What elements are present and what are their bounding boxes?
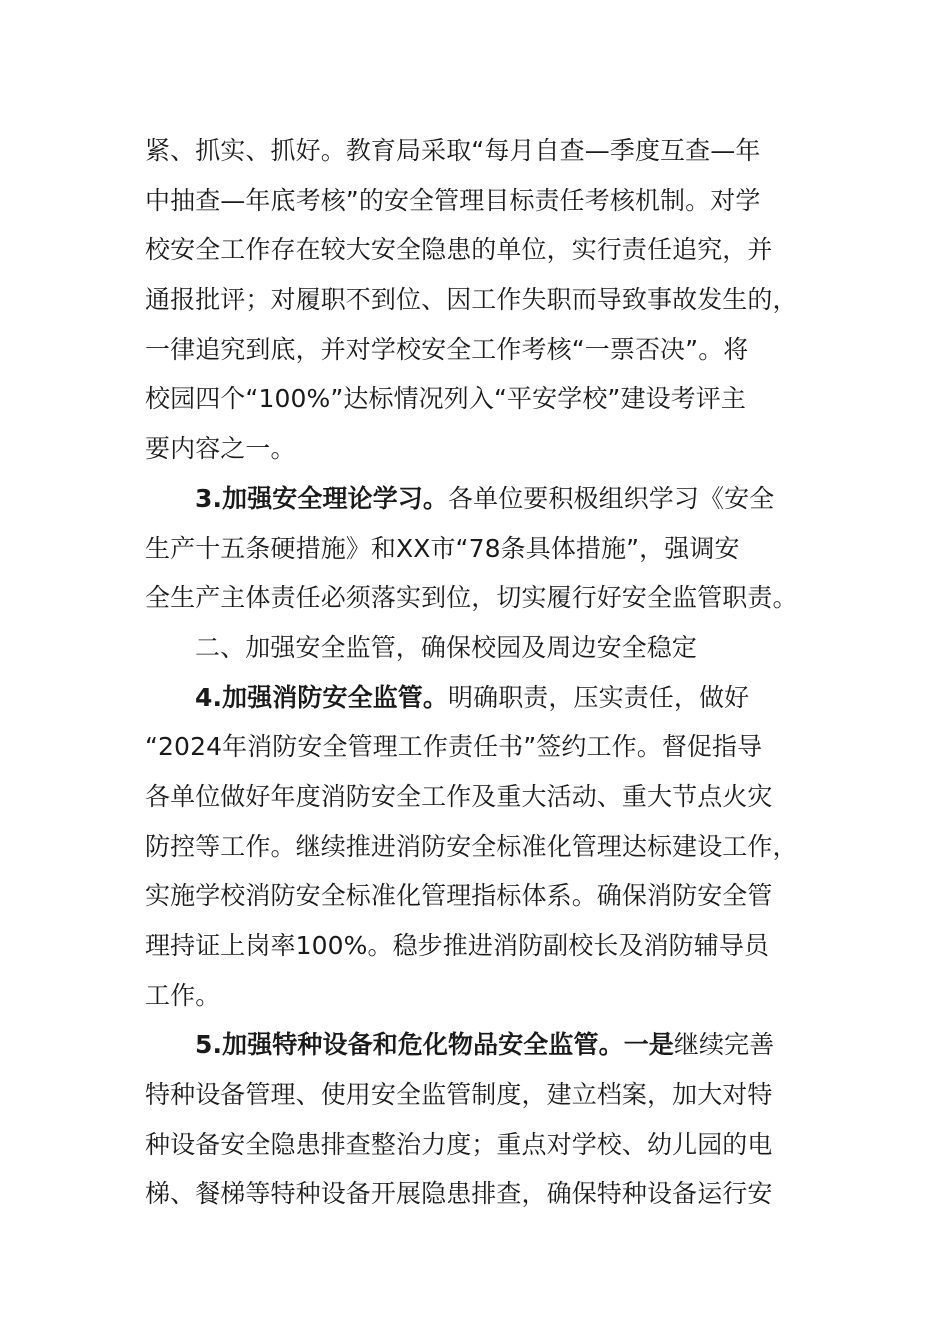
text-line: 工作。	[145, 980, 221, 1010]
paragraph-5-text: 继续完善	[673, 1030, 775, 1060]
text-line: 中抽查—年底考核”的安全管理目标责任考核机制。对学	[145, 185, 761, 215]
paragraph-3-first-line	[145, 474, 815, 524]
text-line: 校园四个“100%”达标情况列入“平安学校”建设考评主	[145, 384, 746, 414]
paragraph-5-first-line	[145, 1020, 815, 1070]
text-line: 生产十五条硬措施》和XX市“78条具体措施”，强调安	[145, 533, 740, 563]
paragraph-4-text: 明确职责，压实责任，做好	[448, 682, 750, 712]
section-heading-2: 二、加强安全监管，确保校园及周边安全稳定	[195, 632, 698, 662]
text-line: 特种设备管理、使用安全监管制度，建立档案，加大对特	[145, 1080, 773, 1110]
text-line: 梯、餐梯等特种设备开展隐患排查，确保特种设备运行安	[145, 1179, 773, 1209]
paragraph-5-heading: 5.加强特种设备和危化物品安全监管。一是	[195, 1030, 674, 1060]
text-line: 要内容之一。	[145, 434, 296, 464]
text-line: 实施学校消防安全标准化管理指标体系。确保消防安全管	[145, 881, 773, 911]
paragraph-4-first-line	[145, 673, 815, 723]
text-line: “2024年消防安全管理工作责任书”签约工作。督促指导	[145, 732, 763, 762]
text-line: 防控等工作。继续推进消防安全标准化管理达标建设工作，	[145, 831, 798, 861]
text-line: 全生产主体责任必须落实到位，切实履行好安全监管职责。	[145, 583, 798, 613]
paragraph-4-heading: 4.加强消防安全监管。	[195, 682, 448, 712]
text-line: 一律追究到底，并对学校安全工作考核“一票否决”。将	[145, 334, 749, 364]
text-line: 紧、抓实、抓好。教育局采取“每月自查—季度互查—年	[145, 136, 761, 165]
text-line: 各单位做好年度消防安全工作及重大活动、重大节点火灾	[145, 781, 773, 811]
text-line: 通报批评；对履职不到位、因工作失职而导致事故发生的，	[145, 285, 798, 315]
text-line: 校安全工作存在较大安全隐患的单位，实行责任追究，并	[145, 235, 773, 265]
paragraph-3-text: 各单位要积极组织学习《安全	[448, 483, 775, 513]
paragraph-3-heading: 3.加强安全理论学习。	[195, 483, 448, 513]
text-line: 种设备安全隐患排查整治力度；重点对学校、幼儿园的电	[145, 1129, 773, 1159]
document-body	[145, 126, 815, 1219]
text-line: 理持证上岗率100%。稳步推进消防副校长及消防辅导员	[145, 931, 770, 960]
